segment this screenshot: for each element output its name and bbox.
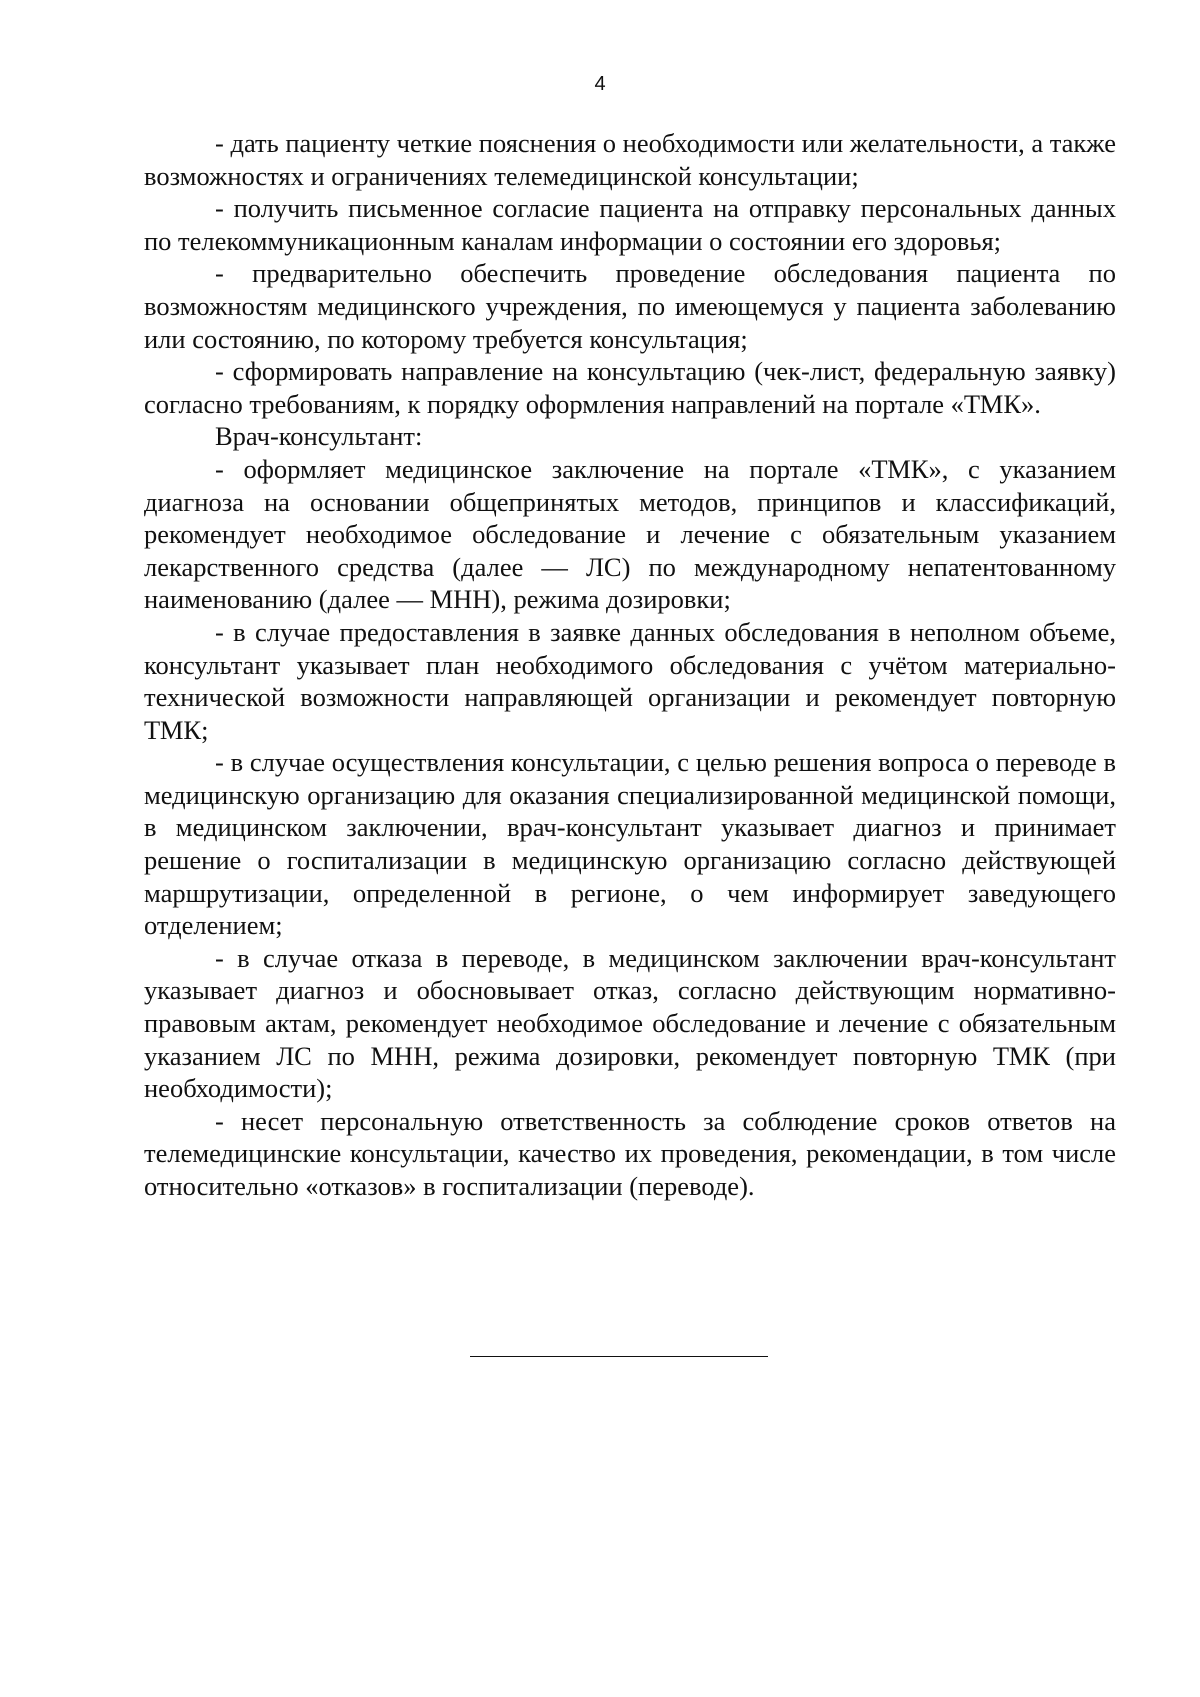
paragraph-consent: - получить письменное согласие пациента на отправку персональных данных по телекоммуникационным каналам информации о состоянии его здоровья; <box>144 193 1116 256</box>
paragraph-consultant-heading: Врач-консультант: <box>215 421 423 452</box>
paragraph-explanation: - дать пациенту четкие пояснения о необходимости или желательности, а также возможностях и ограничениях телемедицинской консультации; <box>144 128 1116 191</box>
paragraph-transfer: - в случае осуществления консультации, с целью решения вопроса о переводе в медицинскую организацию для оказания специализированной медицинской помощи, в медицинском заключении, врач-консультант указывает диагноз и принимает решение о госпитализации в медицинскую организацию согласно действующей маршрутизации, определенной в регионе, о чем информирует заведующего отделением; <box>144 747 1116 941</box>
paragraph-examination: - предварительно обеспечить проведение обследования пациента по возможностям медицинского учреждения, по имеющемуся у пациента заболеванию или состоянию, по которому требуется консультация; <box>144 258 1116 354</box>
document-body <box>144 127 1116 1203</box>
end-of-document-rule <box>470 1356 768 1357</box>
paragraph-referral: - сформировать направление на консультацию (чек-лист, федеральную заявку) согласно требованиям, к порядку оформления направлений на портале «ТМК». <box>144 356 1116 419</box>
paragraph-transfer-refusal: - в случае отказа в переводе, в медицинском заключении врач-консультант указывает диагноз и обосновывает отказ, согласно действующим нормативно-правовым актам, рекомендует необходимое обследование и лечение с обязательным указанием ЛС по МНН, режима дозировки, рекомендует повторную ТМК (при необходимости); <box>144 942 1116 1104</box>
paragraph-medical-conclusion: - оформляет медицинское заключение на портале «ТМК», с указанием диагноза на основании общепринятых методов, принципов и классификаций, рекомендует необходимое обследование и лечение с обязательным указанием лекарственного средства (далее — ЛС) по международному непатентованному наименованию (далее — МНН), режима дозировки; <box>144 453 1116 615</box>
page-number: 4 <box>594 73 606 95</box>
paragraph-responsibility: - несет персональную ответственность за соблюдение сроков ответов на телемедицинские консультации, качество их проведения, рекомендации, в том числе относительно «отказов» в госпитализации (переводе). <box>144 1105 1116 1201</box>
paragraph-incomplete-data: - в случае предоставления в заявке данных обследования в неполном объеме, консультант указывает план необходимого обследования с учётом материально-технической возможности направляющей организации и рекомендует повторную ТМК; <box>144 616 1116 745</box>
